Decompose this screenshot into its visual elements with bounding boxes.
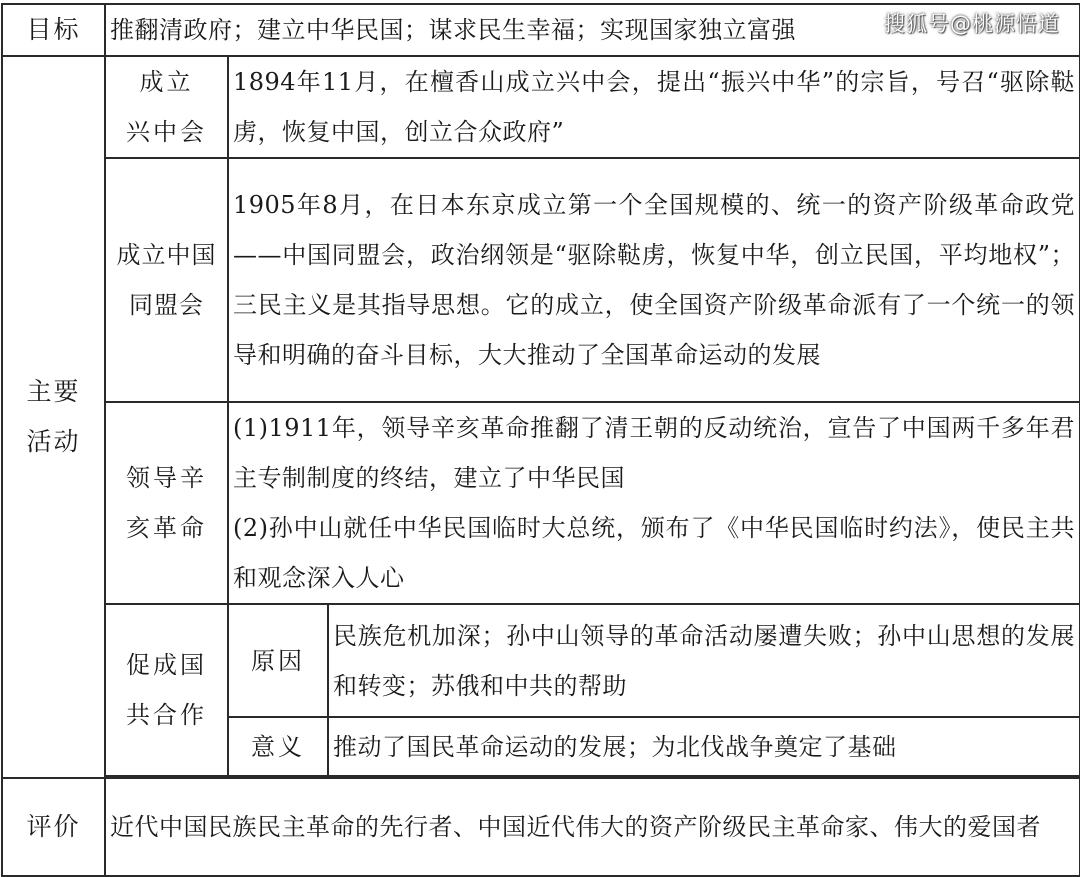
xingzhonghui-text: 1894年11月，在檀香山成立兴中会，提出“振兴中华”的宗旨，号召“驱除鞑虏，恢复中国，创立合众政府” [228,56,1080,158]
watermark: 搜狐号@桃源悟道 [884,12,1060,36]
evaluation-text: 近代中国民族民主革命的先行者、中国近代伟大的资产阶级民主革命家、伟大的爱国者 [105,778,1080,876]
evaluation-label: 评价 [2,778,105,876]
tongmenghui-label: 成立中国 同盟会 [105,158,228,402]
goal-label: 目标 [2,4,105,56]
xinhai-row [2,402,1080,604]
cooperation-reason-text: 民族危机加深；孙中山领导的革命活动屡遭失败；孙中山思想的发展和转变；苏俄和中共的帮助 [328,604,1080,717]
tongmenghui-row [2,158,1080,402]
cooperation-label: 促成国 共合作 [105,604,228,776]
tongmenghui-text: 1905年8月，在日本东京成立第一个全国规模的、统一的资产阶级革命政党——中国同盟会，政治纲领是“驱除鞑虏，恢复中华，创立民国，平均地权”；三民主义是其指导思想。它的成立，使全国资产阶级革命派有了一个统一的领导和明确的奋斗目标，大大推动了全国革命运动的发展 [228,158,1080,402]
xingzhonghui-row [2,56,1080,158]
goal-text: 推翻清政府；建立中华民国；谋求民生幸福；实现国家独立富强 [105,4,1080,56]
xingzhonghui-label: 成立 兴中会 [105,56,228,158]
xinhai-point-1: (1)1911年，领导辛亥革命推翻了清王朝的反动统治，宣告了中国两千多年君主专制制度的终结，建立了中华民国 [233,414,1075,492]
xinhai-point-2: (2)孙中山就任中华民国临时大总统，颁布了《中华民国临时约法》，使民主共和观念深入人心 [233,514,1075,592]
activities-label: 主要 活动 [2,56,105,778]
cooperation-reason-label: 原因 [228,604,328,717]
sun-yatsen-summary-table [1,3,1080,877]
evaluation-row [2,778,1080,876]
xinhai-text [228,402,1080,604]
cooperation-meaning-text: 推动了国民革命运动的发展；为北伐战争奠定了基础 [328,717,1080,776]
xinhai-label: 领导辛 亥革命 [105,402,228,604]
cooperation-meaning-label: 意义 [228,717,328,776]
cooperation-reason-row [2,604,1080,717]
